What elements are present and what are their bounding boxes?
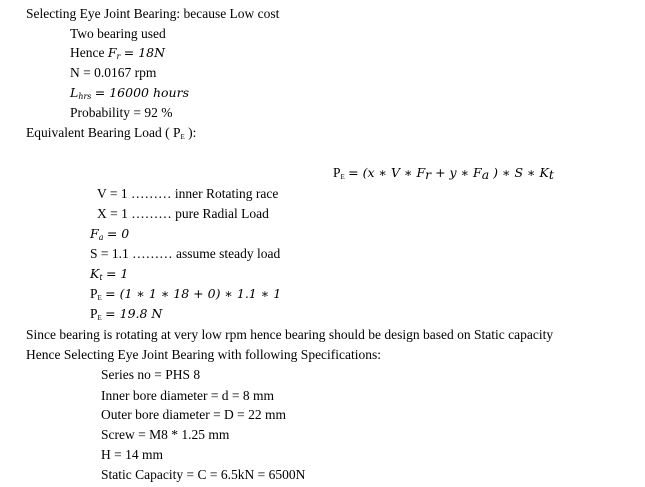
life-hours-symbol: $L_{hrs}$	[70, 85, 92, 101]
radial-force-line: Hence $F_r = 18N$	[70, 45, 166, 61]
spec-screw: Screw = M8 * 1.25 mm	[101, 427, 230, 442]
speed-line: N = 0.0167 rpm	[70, 65, 157, 80]
specifications-intro: Hence Selecting Eye Joint Bearing with following Specifications:	[26, 347, 382, 362]
axial-force-symbol: $F_a$	[90, 226, 104, 242]
life-hours-line	[70, 86, 189, 100]
two-bearing-line: Two bearing used	[70, 26, 166, 41]
axial-force-value: = 0	[106, 226, 130, 241]
life-hours-value: = 16000 hours	[94, 85, 189, 100]
load-calculation-line: PE = (1 ∗ 1 ∗ 18 + 0) ∗ 1.1 ∗ 1	[90, 286, 282, 302]
kt-symbol: $K_t$	[90, 266, 103, 282]
spec-static-capacity: Static Capacity = C = 6.5kN = 6500N	[101, 467, 306, 482]
spec-height: H = 14 mm	[101, 447, 163, 462]
v-factor-line: V = 1 ……… inner Rotating race	[97, 186, 279, 201]
service-factor-line: S = 1.1 ……… assume steady load	[90, 246, 281, 261]
equivalent-load-formula: PE = (x ∗ V ∗ $F_r + y$ ∗ $F_a$ ) ∗ S ∗ $K_t$	[333, 165, 554, 182]
spec-series: Series no = PHS 8	[101, 367, 201, 382]
load-result-line: PE = 19.8 N	[90, 306, 163, 322]
x-factor-line: X = 1 ……… pure Radial Load	[97, 206, 269, 221]
radial-force-symbol: $F_r$	[107, 45, 121, 61]
selection-line: Selecting Eye Joint Bearing: because Low cost	[26, 6, 280, 21]
equivalent-load-heading: Equivalent Bearing Load ( PE ):	[26, 125, 197, 141]
spec-outer-bore: Outer bore diameter = D = 22 mm	[101, 407, 287, 422]
axial-force-line	[90, 227, 129, 241]
kt-value: = 1	[105, 266, 129, 281]
radial-force-value: = 18N	[123, 45, 166, 60]
spec-inner-bore: Inner bore diameter = d = 8 mm	[101, 388, 275, 403]
static-capacity-note: Since bearing is rotating at very low rpm hence bearing should be design based on Static capacity	[26, 327, 554, 342]
probability-line: Probability = 92 %	[70, 105, 173, 120]
kt-factor-line	[90, 267, 128, 281]
